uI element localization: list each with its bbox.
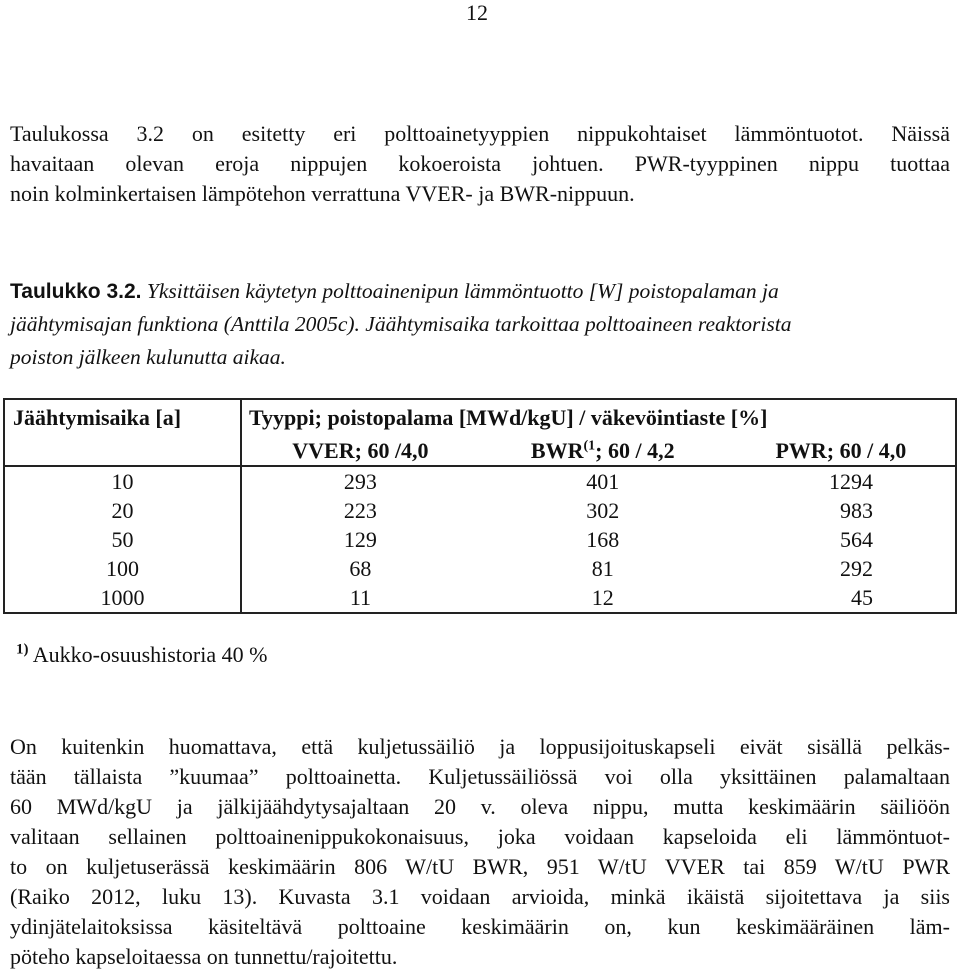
- cell-pwr: 1294: [829, 469, 873, 494]
- table-header-row: [4, 399, 956, 435]
- header-type-burnup: Tyyppi; poistopalama [MWd/kgU] / väkevöintiaste [%]: [241, 399, 956, 435]
- intro-paragraph: [10, 119, 950, 209]
- cell-bwr: 12: [479, 583, 727, 613]
- cell-pwr: 292: [840, 556, 873, 581]
- cell-bwr: 302: [586, 498, 620, 523]
- intro-line: havaitaan olevan eroja nippujen kokoeroista johtuen. PWR-tyyppinen nippu tuottaa: [10, 151, 950, 176]
- table-caption: [10, 275, 950, 374]
- footnote-text: Aukko-osuushistoria 40 %: [32, 642, 268, 667]
- body-line: to on kuljetuserässä keskimäärin 806 W/tU BWR, 951 W/tU VVER tai 859 W/tU PWR: [10, 854, 950, 879]
- cell-bwr: 401: [586, 469, 620, 494]
- cell-years: 1000: [4, 583, 241, 613]
- cell-years: 50: [4, 525, 241, 554]
- table-row: [4, 554, 956, 583]
- table-row: [4, 583, 956, 613]
- body-line: ydinjätelaitoksissa käsiteltävä polttoaine keskimäärin on, kun keskimääräinen läm-: [10, 914, 950, 939]
- intro-line: Taulukossa 3.2 on esitetty eri polttoainetyyppien nippukohtaiset lämmöntuotot. Näissä: [10, 121, 950, 146]
- table-footnote: [16, 640, 267, 670]
- table-row: [4, 496, 956, 525]
- subheader-bwr-suffix: ; 60 / 4,2: [595, 437, 675, 463]
- subheader-bwr: [479, 435, 727, 466]
- subheader-pwr: PWR; 60 / 4,0: [727, 435, 956, 466]
- cell-years: 100: [4, 554, 241, 583]
- subheader-empty: [4, 435, 241, 466]
- caption-line: [10, 275, 950, 308]
- body-line: valitaan sellainen polttoainenippukokonaisuus, joka voidaan kapseloida eli lämmöntuot-: [10, 824, 950, 849]
- subheader-vver: VVER; 60 /4,0: [241, 435, 479, 466]
- footnote-mark: 1): [16, 641, 29, 658]
- caption-label: Taulukko 3.2.: [10, 280, 142, 303]
- body-line: tään tällaista ”kuumaa” polttoainetta. Kuljetussäiliössä voi olla yksittäinen palamaltaan: [10, 764, 950, 789]
- cell-pwr: 564: [840, 527, 873, 552]
- cell-years: 20: [4, 496, 241, 525]
- table-row: [4, 466, 956, 496]
- cell-vver: 293: [343, 469, 377, 494]
- cell-pwr: 45: [727, 583, 956, 613]
- cell-bwr: 168: [586, 527, 620, 552]
- body-line: (Raiko 2012, luku 13). Kuvasta 3.1 voidaan arvioida, minkä ikäistä sijoitettava ja siis: [10, 884, 950, 909]
- body-line: 60 MWd/kgU ja jälkijäähdytysajaltaan 20 v. oleva nippu, mutta keskimäärin säiliöön: [10, 794, 950, 819]
- heat-output-table: [3, 398, 957, 614]
- header-cooling-time: Jäähtymisaika [a]: [4, 399, 241, 435]
- caption-line: jäähtymisajan funktiona (Anttila 2005c). Jäähtymisaika tarkoittaa polttoaineen reaktorista: [10, 312, 792, 336]
- caption-text: Yksittäisen käytetyn polttoainenipun lämmöntuotto [W] poistopalaman ja: [146, 279, 779, 303]
- subheader-bwr-prefix: BWR: [530, 437, 584, 463]
- caption-line: poiston jälkeen kulunutta aikaa.: [10, 345, 286, 369]
- cell-pwr: 983: [840, 498, 873, 523]
- cell-vver: 129: [343, 527, 377, 552]
- body-paragraph: [10, 732, 950, 972]
- intro-line: noin kolminkertaisen lämpötehon verrattuna VVER- ja BWR-nippuun.: [10, 181, 635, 206]
- page-number: 12: [466, 0, 488, 25]
- table-subheader-row: [4, 435, 956, 466]
- table-row: [4, 525, 956, 554]
- cell-years: 10: [4, 466, 241, 496]
- body-line: pöteho kapseloitaessa on tunnettu/rajoitettu.: [10, 944, 398, 969]
- cell-vver: 11: [241, 583, 479, 613]
- subheader-bwr-footnote-mark: (1: [583, 438, 596, 454]
- cell-vver: 223: [343, 498, 377, 523]
- cell-bwr: 81: [591, 556, 614, 581]
- cell-vver: 68: [349, 556, 372, 581]
- body-line: On kuitenkin huomattava, että kuljetussäiliö ja loppusijoituskapseli eivät sisällä pelkäs-: [10, 734, 950, 759]
